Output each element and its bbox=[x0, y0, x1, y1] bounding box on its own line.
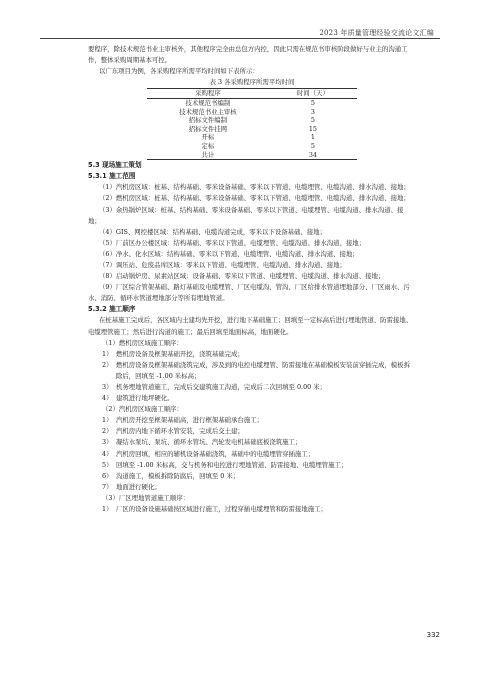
procurement-time-table bbox=[147, 88, 357, 160]
scope-item: （3）余热锅炉区域：桩基、结构基础、零米设备基础、零米以下管道、电缆埋管、电缆沟道、排水沟道、接地； bbox=[88, 205, 404, 225]
running-header: 2023 年质量管理经验交流论文汇编 bbox=[319, 29, 434, 37]
sequence-step bbox=[88, 349, 416, 360]
table-row-total bbox=[147, 151, 357, 160]
step-number: 3） bbox=[102, 438, 113, 447]
sequence-step bbox=[88, 460, 416, 471]
step-number: 6） bbox=[102, 471, 113, 480]
step-text: 汽机房回填，相应的辅机设备基础浇筑，基础中的电缆埋管穿插施工； bbox=[116, 449, 315, 458]
table-cell-procedure: 招标文件编制 bbox=[188, 116, 228, 125]
sequence-step bbox=[88, 437, 416, 448]
table-cell-days: 3 bbox=[310, 107, 315, 116]
table-row bbox=[147, 133, 357, 142]
step-text: 汽机房开挖至框架基础高，进行框架基础承台施工； bbox=[116, 416, 263, 425]
sequence-step bbox=[88, 393, 416, 404]
step-number: 1） bbox=[102, 505, 113, 514]
table-row bbox=[147, 108, 357, 117]
step-number: 1） bbox=[102, 416, 113, 425]
sequence-intro: 在桩基施工完成后，各区域内土建均先开挖，进行地下基础施工；回填至一定标高后进行埋地管道、防雷接地、电缆埋管施工；然后进行沟道的施工；最后回填至地面标高，地面硬化。 bbox=[88, 316, 413, 336]
step-text: 沟道施工，模板拆除防腐后，回填至 0 米； bbox=[116, 471, 240, 480]
step-number: 4） bbox=[102, 449, 113, 458]
step-text: 厂区的设备设施基础按区域进行施工，过程穿插电缆埋管和防雷接地施工； bbox=[116, 505, 327, 514]
table-row bbox=[147, 98, 357, 107]
sequence-step bbox=[88, 360, 416, 382]
step-number: 7） bbox=[102, 482, 113, 491]
table-cell-procedure: 技术规范书编制 bbox=[185, 98, 231, 107]
scope-item: （6）净水、化水区域：结构基础、零米以下管道、电缆埋管、电缆沟道、排水沟道、接地； bbox=[99, 249, 359, 258]
sequence-group-title: （1）燃机房区域施工顺序： bbox=[102, 338, 183, 347]
table-row bbox=[147, 125, 357, 134]
step-number: 3） bbox=[102, 383, 113, 391]
step-text: 建筑进行地坪硬化。 bbox=[116, 394, 174, 403]
table-cell-procedure: 招标文件挂网 bbox=[188, 124, 228, 133]
header-rule bbox=[40, 38, 440, 39]
section-heading-5-3-2: 5.3.2 施工顺序 bbox=[88, 305, 136, 314]
table-cell-procedure: 开标 bbox=[201, 133, 215, 142]
table-cell-days: 5 bbox=[310, 116, 315, 125]
step-number: 2） bbox=[102, 427, 113, 436]
table-cell-procedure: 共计 bbox=[147, 151, 269, 160]
sequence-step bbox=[88, 471, 416, 482]
intro-paragraph: 要程序，除技术规范书业主审核外，其他程序完全由总包方内控，因此只需在规范书审核阶段做好与业主的沟通工作，整体采购周期基本可控。 bbox=[88, 45, 408, 65]
table-row bbox=[147, 142, 357, 151]
table-cell-days: 1 bbox=[310, 133, 315, 142]
scope-item: （9）厂区综合管架基础、路灯基础及电缆埋管、厂区电缆沟、管沟、厂区给排水管道埋地部分、厂区雨水、污水、消防、循环水管道埋地部分等所有埋地管道。 bbox=[88, 283, 410, 303]
step-text: 凝结水泵坑、泵坑、循环水管坑、汽轮发电机基础底板浇筑施工； bbox=[116, 438, 302, 447]
step-number: 4） bbox=[102, 394, 113, 403]
sequence-step bbox=[88, 504, 416, 515]
step-number: 5） bbox=[102, 460, 113, 469]
table-caption: 表 3 各采购程序所需平均时间 bbox=[209, 78, 295, 87]
table-cell-days: 34 bbox=[269, 151, 357, 160]
sequence-group-title: （3）厂区埋地管道施工顺序： bbox=[102, 493, 190, 502]
sequence-step bbox=[88, 382, 416, 393]
sequence-group-title: （2）汽机房区域施工顺序： bbox=[102, 405, 183, 414]
table-header-procedure: 采购程序 bbox=[147, 89, 269, 99]
table-header-days: 时间（天） bbox=[269, 89, 357, 99]
step-text: 燃机房设备及框架基础浇筑完成，涉及到的电控电缆埋管、防雷接地在基础模板安装前穿插完成，模板拆除后，回填至 -1.00 米标高； bbox=[116, 360, 410, 380]
scope-item: （5）厂前区办公楼区域：结构基础、零米以下管道、电缆埋管、电缆沟道、排水沟道、接地； bbox=[99, 238, 366, 247]
table-cell-days: 5 bbox=[310, 141, 315, 150]
scope-item: （1）汽机房区域：桩基、结构基础、零米设备基础、零米以下管道、电缆埋管、电缆沟道、排水沟道、接地； bbox=[99, 183, 410, 192]
page-number: 332 bbox=[426, 631, 440, 639]
scope-item: （4）GIS、网控楼区域：结构基础、电缆沟道完成，零米以下设备基础、接地； bbox=[99, 227, 326, 236]
intro-table-lead: 以广东项目为例，各采购程序所需平均时间如下表所示： bbox=[99, 67, 259, 76]
table-cell-procedure: 定标 bbox=[201, 141, 215, 150]
table-cell-procedure: 技术规范书业主审核 bbox=[179, 107, 237, 116]
step-text: 地面进行硬化。 bbox=[116, 482, 161, 491]
step-text: 回填至 -1.00 米标高，交与机务和电控进行埋地管道、防雷接地、电缆埋管施工； bbox=[116, 460, 348, 469]
table-cell-days: 15 bbox=[308, 124, 317, 133]
scope-item: （7）调压站、危废品库区域：零米以下管道、电缆埋管、电缆沟道、排水沟道、接地； bbox=[99, 260, 346, 269]
sequence-step bbox=[88, 426, 416, 437]
scope-item: （2）燃机房区域：桩基、结构基础、零米设备基础、零米以下管道、电缆埋管、电缆沟道、排水沟道、接地； bbox=[99, 194, 410, 203]
sequence-step bbox=[88, 449, 416, 460]
step-number: 1） bbox=[102, 349, 113, 358]
scope-item: （8）启动锅炉房、尿素站区域：设备基础、零米以下管道、电缆埋管、电缆沟道、排水沟道、接地； bbox=[99, 272, 385, 281]
sequence-step bbox=[88, 482, 416, 493]
section-heading-5-3: 5.3 现场施工策划 bbox=[88, 161, 142, 170]
section-heading-5-3-1: 5.3.1 施工范围 bbox=[88, 172, 136, 181]
step-number: 2） bbox=[102, 360, 113, 369]
table-cell-days: 5 bbox=[310, 98, 315, 107]
page-content bbox=[88, 44, 416, 515]
step-text: 机务埋地管道施工，完成后交建筑施工沟道，完成后二次回填至 0.00 米； bbox=[116, 383, 327, 391]
sequence-step bbox=[88, 415, 416, 426]
step-text: 汽机房内地下循环水管安装，完成后交土建； bbox=[116, 427, 244, 436]
table-row bbox=[147, 116, 357, 125]
step-text: 燃机房设备及框架基础开挖，浇筑基础完成； bbox=[116, 349, 244, 358]
